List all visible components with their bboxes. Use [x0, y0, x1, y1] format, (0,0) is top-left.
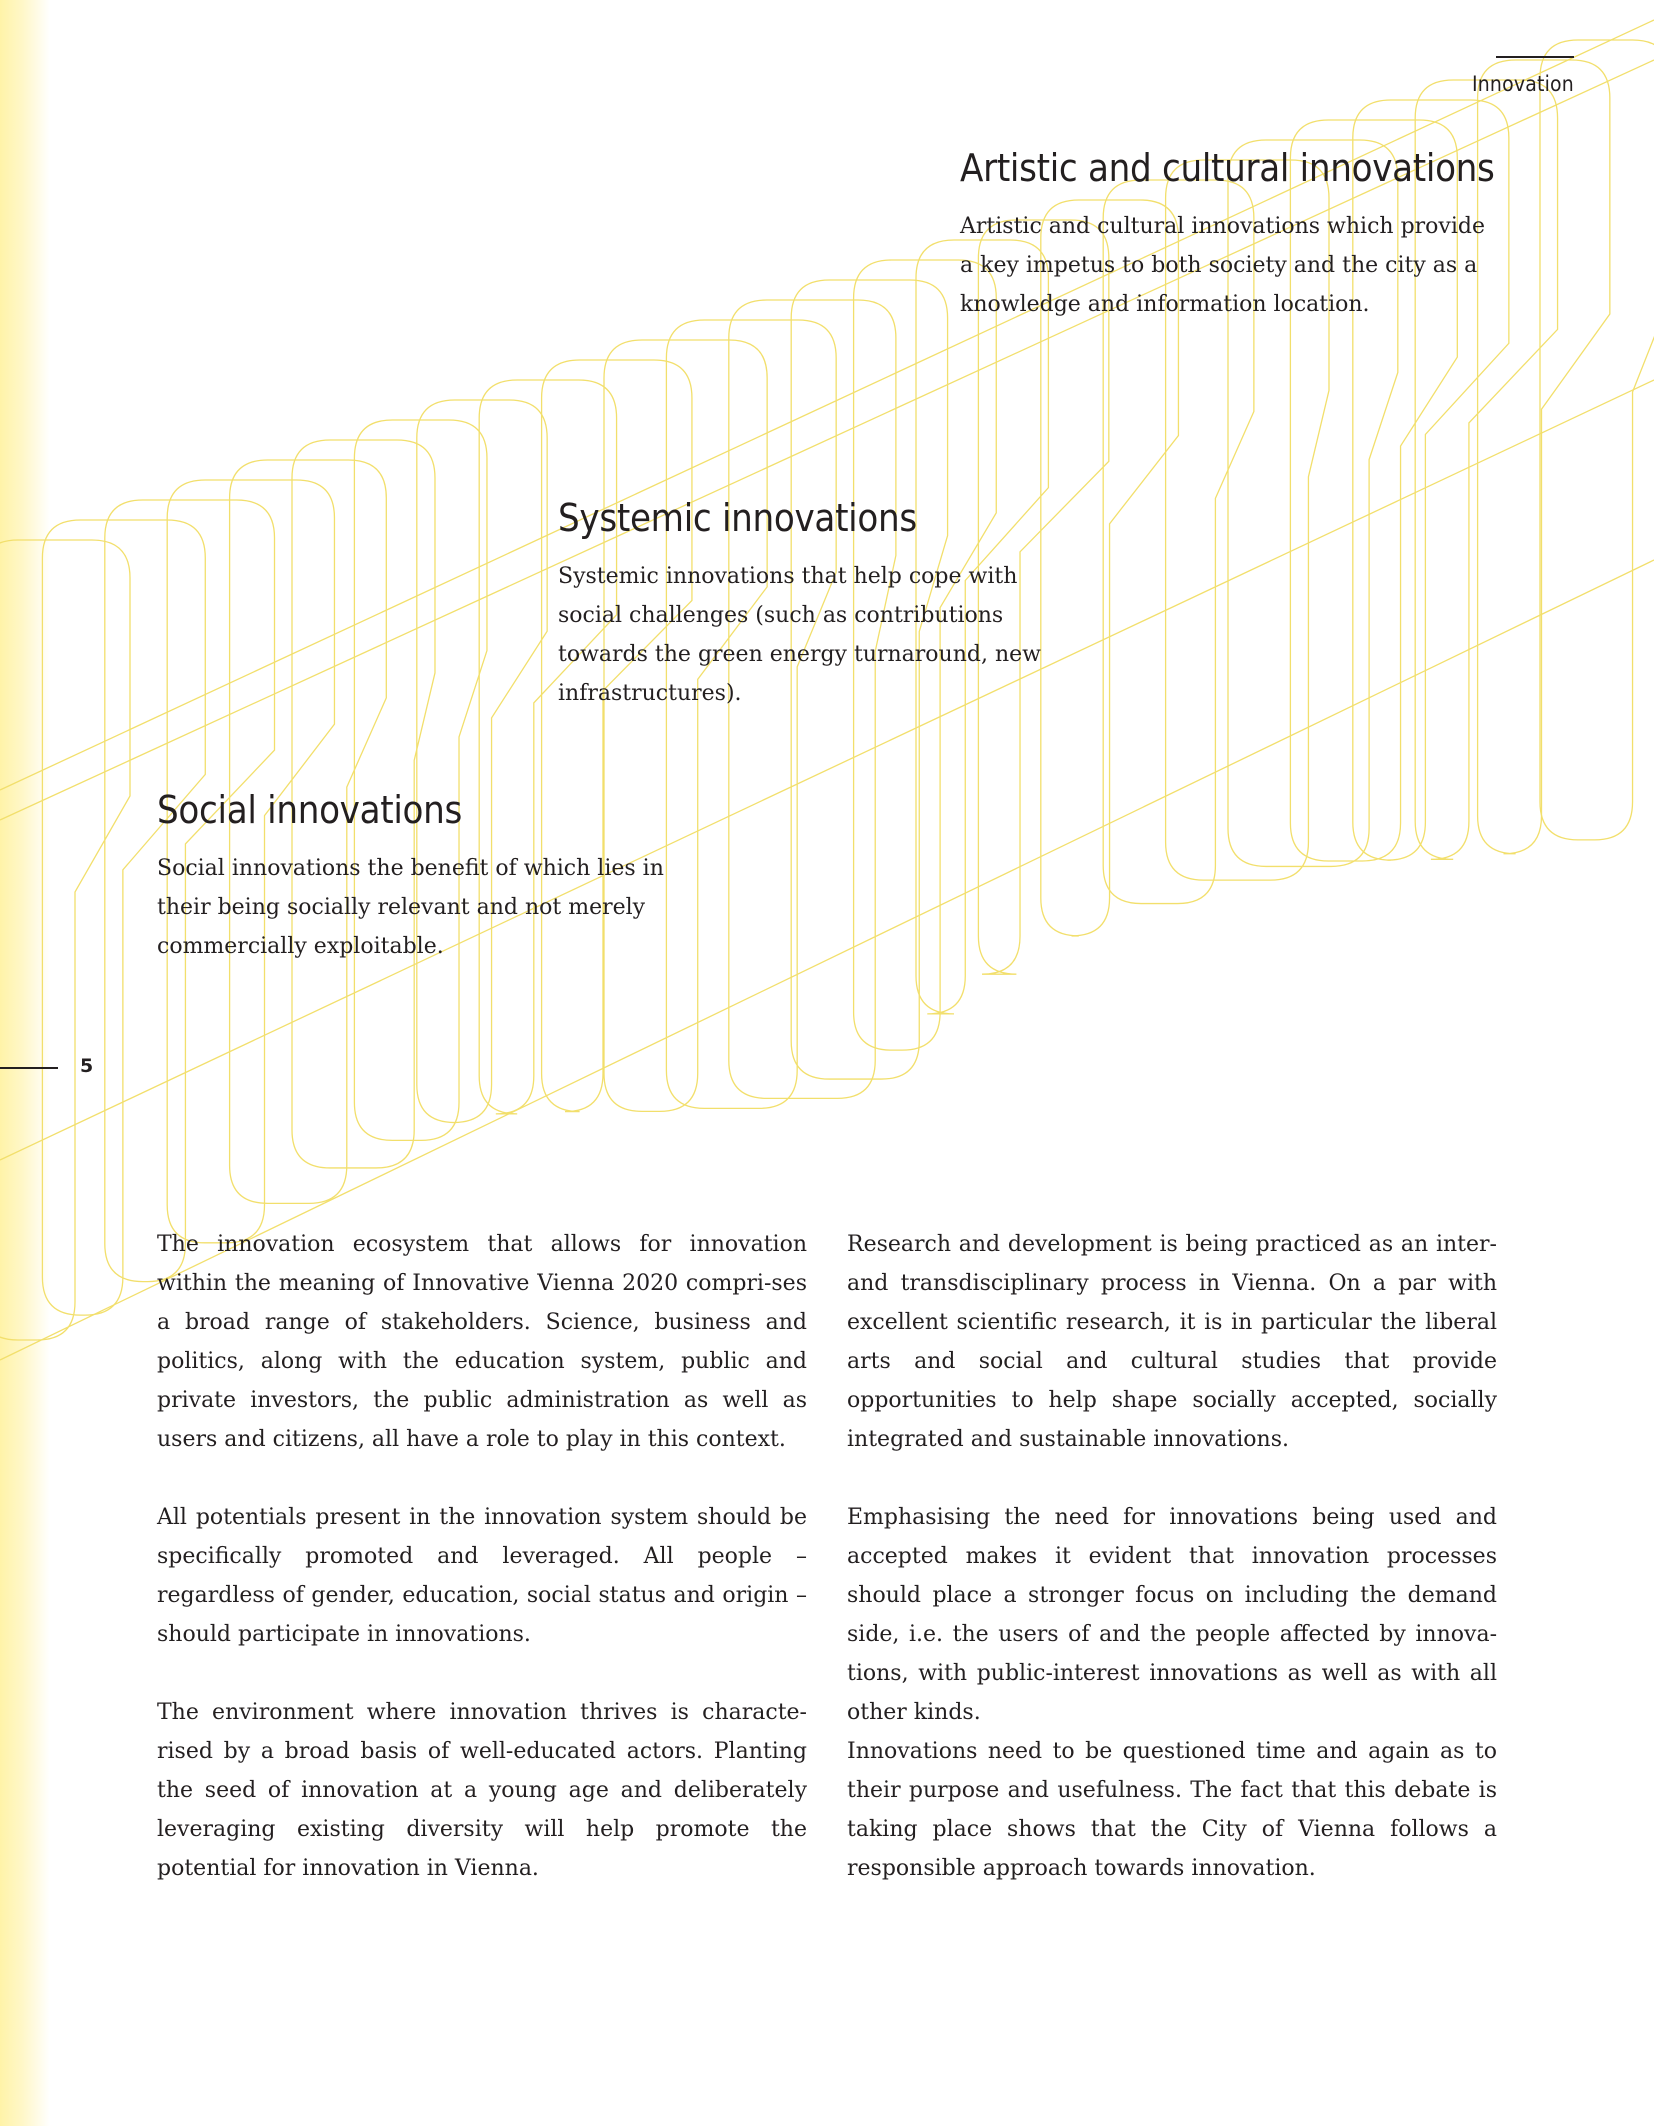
page-number-rule: [0, 1067, 58, 1069]
artistic-innovations-heading: Artistic and cultural innovations: [960, 146, 1495, 190]
systemic-innovations-heading: Systemic innovations: [558, 496, 917, 540]
body-paragraph: The environment where innovation thrives is characte-rised by a broad basis of well-educated actors. Planting the seed of innovation at a young age and deliberately leveraging existing diversity will help promote the potential for innovation in Vienna.: [157, 1700, 807, 1881]
social-innovations-heading: Social innovations: [157, 788, 463, 832]
body-paragraph: Emphasising the need for innovations being used and accepted makes it evident that innovation processes should place a stronger focus on including the demand side, i.e. the users of and the people affected by innova-tions, with public-interest innovations as well as with all other kinds.: [847, 1505, 1497, 1725]
body-paragraph: Research and development is being practiced as an inter- and transdisciplinary process in Vienna. On a par with excellent scientific research, it is in particular the liberal arts and social and cultural studies that provide opportunities to help shape socially accepted, socially integrated and sustainable innovations.: [847, 1232, 1497, 1452]
systemic-innovations-text: Systemic innovations that help cope with social challenges (such as contributions towards the green energy turnaround, new infrastructures).: [558, 564, 1041, 707]
decorative-contour-line: [479, 380, 616, 1114]
page-number: 5: [80, 1055, 94, 1077]
social-innovations-block: [157, 786, 677, 966]
artistic-innovations-block: [960, 144, 1500, 324]
body-paragraph: All potentials present in the innovation system should be specifically promoted and leveraged. All people – regardless of gender, education, social status and origin – should participate in innovations.: [157, 1505, 807, 1647]
body-column-right: [847, 1225, 1497, 1888]
running-head: Innovation: [1471, 72, 1574, 96]
header-rule: [1496, 56, 1574, 58]
systemic-innovations-block: [558, 494, 1078, 713]
decorative-contour-line: [417, 400, 547, 1123]
body-paragraph: Innovations need to be questioned time and again as to their purpose and usefulness. The fact that this debate is taking place shows that the City of Vienna follows a responsible approach towards innovation.: [847, 1739, 1497, 1881]
decorative-contour-line: [604, 340, 767, 1111]
decorative-contour-line: [354, 420, 487, 1140]
social-innovations-text: Social innovations the benefit of which lies in their being socially relevant and not merely commercially exploitable.: [157, 856, 664, 960]
body-column-left: [157, 1225, 807, 1888]
decorative-contour-line: [0, 540, 130, 1340]
artistic-innovations-text: Artistic and cultural innovations which provide a key impetus to both society and the city as a knowledge and information location.: [960, 214, 1485, 318]
body-paragraph: The innovation ecosystem that allows for innovation within the meaning of Innovative Vienna 2020 compri-ses a broad range of stakeholders. Science, business and politics, along with the education system, public and private investors, the public administration as well as users and citizens, all have a role to play in this context.: [157, 1232, 807, 1452]
